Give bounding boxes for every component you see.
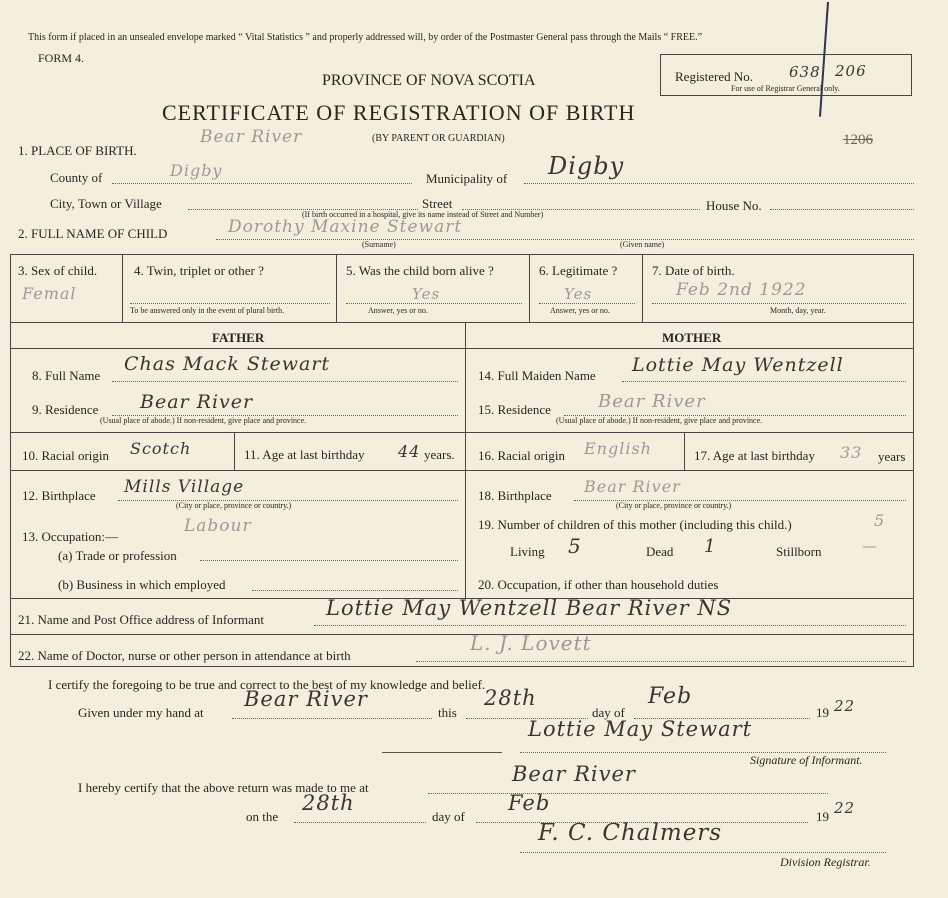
father-name-label: 8. Full Name [32,368,101,383]
date-of-birth-label: 7. Date of birth. [652,263,735,278]
certificate-subtitle: (BY PARENT OR GUARDIAN) [372,133,505,144]
date-of-birth-note: Month, day, year. [770,306,826,315]
father-age-years: years. [424,447,455,462]
return-year-prefix: 19 [816,809,829,824]
legitimate-label: 6. Legitimate ? [539,263,618,278]
certificate-title: CERTIFICATE OF REGISTRATION OF BIRTH [162,100,636,125]
mother-residence-note: (Usual place of abode.) If non-resident, give place and province. [556,416,763,425]
place-of-birth-label: 1. PLACE OF BIRTH. [18,143,137,158]
municipality-label: Municipality of [426,171,508,186]
street-label: Street [422,196,453,211]
sex-value: Femal [22,284,77,303]
father-residence-label: 9. Residence [32,402,99,417]
children-count-label: 19. Number of children of this mother (including this child.) [478,517,792,532]
child-name-value: Dorothy Maxine Stewart [228,217,463,237]
mother-name-value: Lottie May Wentzell [632,354,844,376]
registered-number-label: Registered No. [675,69,753,84]
child-name-label: 2. FULL NAME OF CHILD [18,226,168,241]
house-number-label: House No. [706,198,762,213]
municipality-value: Digby [548,152,625,180]
mother-age-value: 33 [840,443,863,462]
county-value: Digby [170,161,223,180]
given-name-note: (Given name) [620,240,665,249]
children-count-value: 5 [874,511,886,530]
father-name-value: Chas Mack Stewart [124,353,331,375]
province-heading: PROVINCE OF NOVA SCOTIA [322,72,536,89]
legitimate-note: Answer, yes or no. [550,306,610,315]
mother-heading: MOTHER [662,330,722,345]
twin-note: To be answered only in the event of plural birth. [130,306,285,315]
mother-occupation-label: 20. Occupation, if other than household duties [478,577,719,592]
informant-label: 21. Name and Post Office address of Informant [18,612,264,627]
certify-day-of-label: day of [592,705,625,720]
mother-birthplace-label: 18. Birthplace [478,488,552,503]
certify-day-value: 28th [484,686,537,710]
mother-birthplace-note: (City or place, province or country.) [616,501,732,510]
this-label: this [438,705,457,720]
return-year-value: 22 [834,799,856,817]
return-place-value: Bear River [512,762,636,786]
certify-month-value: Feb [648,684,693,709]
mother-age-years: years [878,449,906,464]
legitimate-value: Yes [564,285,593,303]
city-label: City, Town or Village [50,196,162,211]
registered-number-value-2: 206 [835,62,867,80]
certify-year-value: 22 [834,697,856,715]
born-alive-value: Yes [412,285,441,303]
return-day-value: 28th [302,791,355,815]
mother-racial-origin-label: 16. Racial origin [478,448,566,463]
surname-note: (Surname) [362,240,396,249]
return-month-value: Feb [508,791,551,815]
return-day-of-label: day of [432,809,465,824]
mother-name-label: 14. Full Maiden Name [478,368,596,383]
father-birthplace-note: (City or place, province or country.) [176,501,292,510]
registrar-use-note: For use of Registrar General only. [731,84,840,93]
father-racial-origin-value: Scotch [130,439,192,458]
father-age-label: 11. Age at last birthday [244,447,365,462]
dead-label: Dead [646,544,674,559]
registered-number-box [660,54,912,96]
twin-label: 4. Twin, triplet or other ? [134,263,264,278]
father-age-value: 44 [398,442,421,461]
informant-value: Lottie May Wentzell Bear River NS [326,596,733,620]
postal-notice: This form if placed in an unsealed envelope marked “ Vital Statistics ” and properly addressed will, by order of the Postmaster General pass through the Mails “ FREE.” [28,32,703,43]
stamp-number: 1206 [843,132,873,148]
informant-signature-label: Signature of Informant. [750,753,863,767]
mother-racial-origin-value: English [584,439,652,458]
on-the-label: on the [246,809,279,824]
date-of-birth-value: Feb 2nd 1922 [676,280,807,300]
form-number: FORM 4. [38,51,85,65]
born-alive-label: 5. Was the child born alive ? [346,263,494,278]
registered-number-value: 638 [789,63,821,81]
father-residence-value: Bear River [140,391,254,413]
sex-label: 3. Sex of child. [18,263,98,278]
dead-value: 1 [704,536,717,557]
informant-signature: Lottie May Stewart [528,717,753,741]
father-birthplace-label: 12. Birthplace [22,488,96,503]
registrar-signature: F. C. Chalmers [538,820,723,846]
mother-residence-label: 15. Residence [478,402,551,417]
father-residence-note: (Usual place of abode.) If non-resident, give place and province. [100,416,307,425]
certify-year-prefix: 19 [816,705,829,720]
business-employed-label: (b) Business in which employed [58,577,226,592]
given-place-value: Bear River [244,687,368,711]
given-under-hand-label: Given under my hand at [78,705,204,720]
father-birthplace-value: Mills Village [124,477,245,497]
mother-birthplace-value: Bear River [584,477,681,496]
doctor-value: L. J. Lovett [470,631,592,655]
father-occupation-value: Labour [184,516,252,536]
county-label: County of [50,170,103,185]
mother-age-label: 17. Age at last birthday [694,448,815,463]
mother-residence-value: Bear River [598,391,706,412]
stillborn-label: Stillborn [776,544,822,559]
registrar-label: Division Registrar. [780,855,871,869]
return-certification: I hereby certify that the above return was made to me at [78,780,369,795]
father-occupation-label: 13. Occupation:— [22,529,119,544]
born-alive-note: Answer, yes or no. [368,306,428,315]
doctor-label: 22. Name of Doctor, nurse or other person in attendance at birth [18,648,351,663]
street-note: (If birth occurred in a hospital, give its name instead of Street and Number) [302,210,544,219]
living-value: 5 [568,534,582,558]
stillborn-value: — [862,537,878,555]
father-racial-origin-label: 10. Racial origin [22,448,110,463]
father-heading: FATHER [212,330,265,345]
living-label: Living [510,544,545,559]
place-of-birth-value: Bear River [200,127,303,147]
certify-statement: I certify the foregoing to be true and correct to the best of my knowledge and belief. [48,677,486,692]
trade-profession-label: (a) Trade or profession [58,548,177,563]
